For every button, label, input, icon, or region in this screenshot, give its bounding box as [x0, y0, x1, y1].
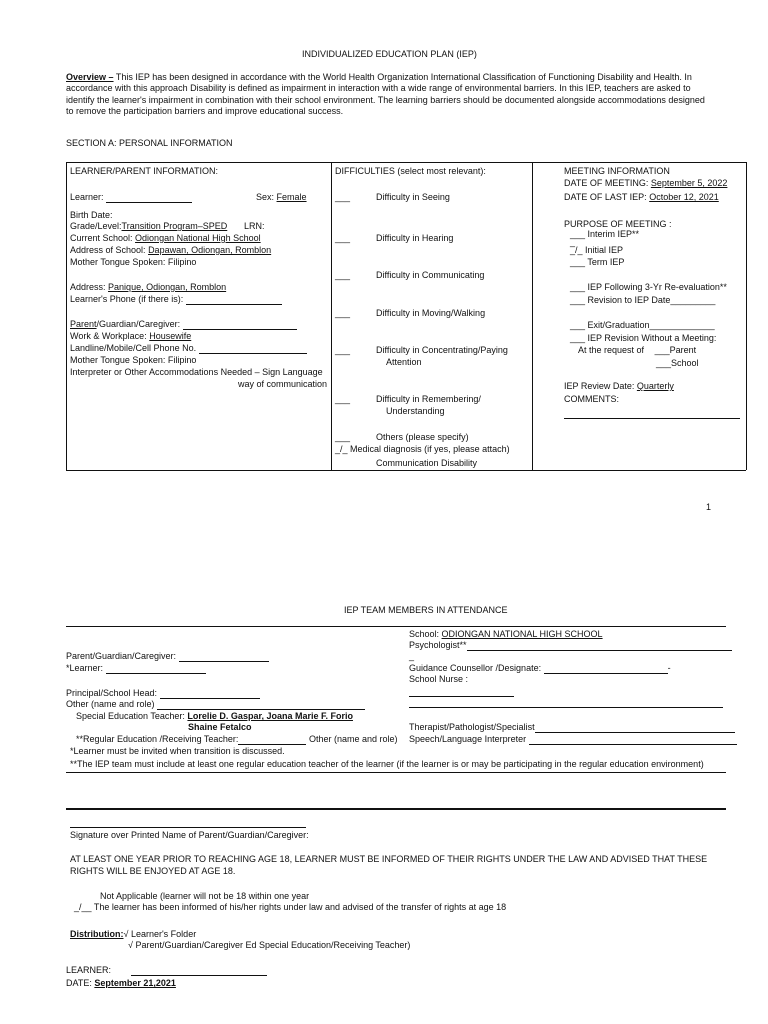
overview-line: This IEP has been designed in accordance with the World Health Organization International Classification of Functioning Disability and Health. In	[113, 72, 692, 82]
not-applicable-option[interactable]: Not Applicable (learner will not be 18 within one year	[100, 891, 310, 901]
col3-header: MEETING INFORMATION	[564, 166, 670, 176]
difficulty-label: Difficulty in Communicating	[376, 270, 485, 280]
team-top-line	[66, 626, 726, 627]
nurse-blank[interactable]	[409, 696, 514, 697]
work-label: Work & Workplace:	[70, 331, 147, 341]
overview-line: to remove the participation barriers and improve educational success.	[66, 105, 344, 116]
comments-line[interactable]	[564, 418, 740, 419]
section-a-heading: SECTION A: PERSONAL INFORMATION	[66, 138, 233, 148]
difficulty-concentrating[interactable]	[335, 345, 508, 356]
difficulty-label: Difficulty in Moving/Walking	[376, 308, 486, 318]
team-bottom-line	[66, 772, 726, 773]
request-parent-option[interactable]: ___Parent	[654, 345, 697, 355]
overview-paragraph	[66, 72, 705, 117]
overview-line: accordance with this approach Disability is defined as impairment in interaction with a wide range of environmental barriers. In this IEP, teachers are asked to	[66, 83, 691, 94]
checkbox-blank[interactable]: ___	[335, 394, 351, 404]
work-field	[70, 331, 191, 342]
difficulty-concentrating-cont: Attention	[386, 357, 422, 367]
checkbox-blank[interactable]: ___	[335, 270, 351, 280]
purpose-interim[interactable]: ___ Interim IEP**	[570, 229, 640, 239]
parent-blank[interactable]	[183, 320, 297, 330]
team-school	[409, 629, 603, 640]
table-divider-2	[532, 162, 533, 470]
overview-label: Overview –	[66, 72, 114, 82]
difficulty-label: Difficulty in Hearing	[376, 233, 454, 243]
request-label: At the request of	[578, 345, 645, 355]
team-learner-label: *Learner:	[66, 663, 104, 673]
medical-value: Communication Disability	[376, 458, 478, 468]
team-psychologist[interactable]	[409, 640, 732, 651]
review-date-value: Quarterly	[636, 381, 674, 391]
informed-check[interactable]: _/__	[74, 902, 92, 912]
col2-header: DIFFICULTIES (select most relevant):	[335, 166, 486, 176]
learner-label: Learner:	[70, 192, 104, 202]
purpose-heading: PURPOSE OF MEETING :	[564, 219, 672, 229]
speech-blank[interactable]	[529, 735, 737, 745]
last-iep-value: October 12, 2021	[649, 192, 719, 202]
distribution-item-2: √ Parent/Guardian/Caregiver Ed Special Education/Receiving Teacher)	[128, 940, 411, 950]
landline-label: Landline/Mobile/Cell Phone No.	[70, 343, 197, 353]
checkbox-blank[interactable]: ___	[335, 233, 351, 243]
interpreter-line1: Interpreter or Other Accommodations Needed – Sign Language	[70, 367, 323, 377]
team-therapist[interactable]	[409, 722, 735, 733]
parent-label: Parent	[70, 319, 97, 329]
team-speech[interactable]	[409, 734, 737, 745]
team-other[interactable]	[66, 699, 365, 710]
team-learner[interactable]	[66, 663, 206, 674]
overview-line: identify the learner's impairment in combination with their school environment. The learning barriers should be documented alongside accommodations designed	[66, 94, 705, 105]
table-divider-1	[331, 162, 332, 470]
current-school-label: Current School:	[70, 233, 133, 243]
team-note-1: *Learner must be invited when transition is discussed.	[70, 746, 285, 756]
current-school-value: Odiongan National High School	[135, 233, 261, 243]
request-school[interactable]: ___School	[656, 358, 699, 368]
therapist-blank[interactable]	[535, 723, 735, 733]
medical-field[interactable]	[335, 444, 510, 455]
team-parent-blank[interactable]	[179, 652, 269, 662]
checkbox-blank[interactable]: ___	[335, 308, 351, 318]
last-iep-label: DATE OF LAST IEP:	[564, 192, 647, 202]
difficulty-remembering[interactable]	[335, 394, 481, 405]
mother-tongue-value: Filipino	[167, 257, 197, 267]
meeting-date-label: DATE OF MEETING:	[564, 178, 649, 188]
team-note-2: **The IEP team must include at least one regular education teacher of the learner (if the learner is or may be participating in the regular education environment)	[70, 759, 704, 769]
difficulty-seeing[interactable]	[335, 192, 450, 203]
guidance-label: Guidance Counsellor /Designate:	[409, 663, 542, 673]
checkbox-blank[interactable]: ___	[335, 345, 351, 355]
birth-date-field: Birth Date:	[70, 210, 113, 220]
last-iep-field	[564, 192, 719, 203]
difficulty-remembering-cont: Understanding	[386, 406, 445, 416]
rights-line-2: RIGHTS WILL BE ENJOYED AT AGE 18.	[70, 866, 236, 876]
work-value: Housewife	[149, 331, 192, 341]
footer-date-value: September 21,2021	[94, 978, 176, 988]
regular-blank[interactable]	[238, 735, 306, 745]
mother-tongue-label: Mother Tongue Spoken:	[70, 257, 166, 267]
grade-value: Transition Program–SPED	[121, 221, 228, 231]
request-parent[interactable]	[578, 345, 696, 356]
page-number: 1	[706, 502, 712, 512]
purpose-dash: _	[570, 237, 576, 247]
parent-label-rest: /Guardian/Caregiver:	[96, 319, 181, 329]
purpose-initial[interactable]	[570, 245, 623, 256]
address-label: Address:	[70, 282, 106, 292]
initial-check[interactable]: _/_	[570, 245, 583, 255]
address-field	[70, 282, 226, 293]
regular-label: **Regular Education /Receiving Teacher:	[76, 734, 239, 744]
purpose-term[interactable]: ___ Term IEP	[570, 257, 625, 267]
grade-label: Grade/Level:	[70, 221, 122, 231]
learner-blank[interactable]	[106, 193, 192, 203]
medical-label: Medical diagnosis (if yes, please attach)	[350, 444, 510, 454]
difficulty-hearing[interactable]	[335, 233, 453, 244]
team-dash: _	[409, 651, 415, 661]
parent-field[interactable]	[70, 319, 297, 330]
school-address-label: Address of School:	[70, 245, 146, 255]
team-nurse: School Nurse :	[409, 674, 469, 684]
landline-field[interactable]	[70, 343, 307, 354]
team-sped	[76, 711, 353, 722]
learner-field[interactable]	[70, 192, 192, 203]
medical-check[interactable]: _/_	[335, 444, 348, 454]
guidance-dash: -	[667, 663, 671, 673]
footer-learner-label: LEARNER:	[66, 965, 112, 975]
team-guidance[interactable]	[409, 663, 671, 674]
address-value: Panique, Odiongan, Romblon	[108, 282, 227, 292]
team-regular[interactable]	[76, 734, 398, 745]
psychologist-label: Psychologist**	[409, 640, 467, 650]
signature-label: Signature over Printed Name of Parent/Guardian/Caregiver:	[70, 830, 309, 840]
distribution-item-1: √ Learner's Folder	[123, 929, 197, 939]
phone-blank[interactable]	[186, 295, 282, 305]
landline-blank[interactable]	[199, 344, 307, 354]
mother-tongue-field	[70, 257, 196, 268]
signature-line[interactable]	[70, 827, 306, 828]
meeting-date-value: September 5, 2022	[650, 178, 728, 188]
team-school-label: School:	[409, 629, 440, 639]
signature-line-thick	[66, 808, 726, 810]
mother-tongue-2: Mother Tongue Spoken: Filipino	[70, 355, 197, 365]
purpose-exit[interactable]: ___ Exit/Graduation_____________	[570, 320, 715, 330]
others-field[interactable]	[335, 432, 469, 443]
team-school-value: ODIONGAN NATIONAL HIGH SCHOOL	[441, 629, 603, 639]
purpose-revision-no-meeting[interactable]: ___ IEP Revision Without a Meeting:	[570, 333, 717, 343]
psychologist-blank[interactable]	[467, 641, 732, 651]
rights-line-1: AT LEAST ONE YEAR PRIOR TO REACHING AGE 18, LEARNER MUST BE INFORMED OF THEIR RIGHTS UNDER THE LAW AND ADVISED THAT THESE	[70, 854, 708, 864]
meeting-date-field	[564, 178, 727, 189]
review-date-label: IEP Review Date:	[564, 381, 635, 391]
sped-value: Lorelie D. Gaspar, Joana Marie F. Forio	[187, 711, 353, 721]
interpreter-line2: way of communication	[238, 379, 328, 389]
school-address-field	[70, 245, 271, 256]
principal-label: Principal/School Head:	[66, 688, 158, 698]
informed-option[interactable]	[70, 902, 506, 913]
team-title: IEP TEAM MEMBERS IN ATTENDANCE	[344, 605, 508, 615]
other-right-blank[interactable]	[409, 707, 723, 708]
checkbox-blank[interactable]: ___	[335, 192, 351, 202]
document-title: INDIVIDUALIZED EDUCATION PLAN (IEP)	[302, 49, 477, 59]
lrn-label: LRN:	[244, 221, 265, 231]
principal-blank[interactable]	[160, 689, 260, 699]
sex-field	[256, 192, 307, 203]
table-border-right	[746, 162, 747, 470]
difficulty-label: Difficulty in Concentrating/Paying	[376, 345, 508, 355]
purpose-reevaluation[interactable]: ___ IEP Following 3-Yr Re-evaluation**	[570, 282, 727, 292]
sped-label: Special Education Teacher:	[76, 711, 185, 721]
team-principal[interactable]	[66, 688, 260, 699]
phone-label: Learner's Phone (if there is):	[70, 294, 184, 304]
footer-date-label: DATE:	[66, 978, 92, 988]
col1-header: LEARNER/PARENT INFORMATION:	[70, 166, 219, 176]
initial-label: Initial IEP	[585, 245, 624, 255]
distribution-label: Distribution:	[70, 929, 124, 939]
regular-other-label: Other (name and role)	[308, 734, 398, 744]
team-other-label: Other (name and role)	[66, 699, 155, 709]
purpose-revision[interactable]: ___ Revision to IEP Date_________	[570, 295, 716, 305]
guidance-blank[interactable]	[544, 664, 668, 674]
informed-label: The learner has been informed of his/her rights under law and advised of the transfer of rights at age 18	[93, 902, 507, 912]
distribution	[70, 929, 196, 940]
footer-learner-blank[interactable]	[131, 966, 267, 976]
therapist-label: Therapist/Pathologist/Specialist	[409, 722, 535, 732]
footer-date	[66, 978, 176, 989]
table-border-bottom	[66, 470, 746, 471]
phone-field[interactable]	[70, 294, 282, 305]
difficulty-label: Difficulty in Seeing	[376, 192, 450, 202]
footer-learner[interactable]	[66, 965, 267, 976]
others-label: Others (please specify)	[376, 432, 469, 442]
speech-label: Speech/Language Interpreter	[409, 734, 527, 744]
table-border-top	[66, 162, 746, 163]
team-other-blank[interactable]	[157, 700, 365, 710]
difficulty-communicating[interactable]	[335, 270, 484, 281]
comments-label: COMMENTS:	[564, 394, 619, 404]
team-parent-label: Parent/Guardian/Caregiver:	[66, 651, 177, 661]
difficulty-moving[interactable]	[335, 308, 485, 319]
difficulty-label: Difficulty in Remembering/	[376, 394, 481, 404]
school-address-value: Dapawan, Odiongan, Romblon	[148, 245, 272, 255]
sped-value-2: Shaine Fetalco	[188, 722, 252, 732]
sex-value: Female	[276, 192, 307, 202]
table-border-left	[66, 162, 67, 470]
team-parent[interactable]	[66, 651, 269, 662]
checkbox-blank[interactable]: ___	[335, 432, 351, 442]
review-date-field	[564, 381, 674, 392]
sex-label: Sex:	[256, 192, 275, 202]
current-school-field	[70, 233, 261, 244]
team-learner-blank[interactable]	[106, 664, 206, 674]
grade-field	[70, 221, 227, 232]
